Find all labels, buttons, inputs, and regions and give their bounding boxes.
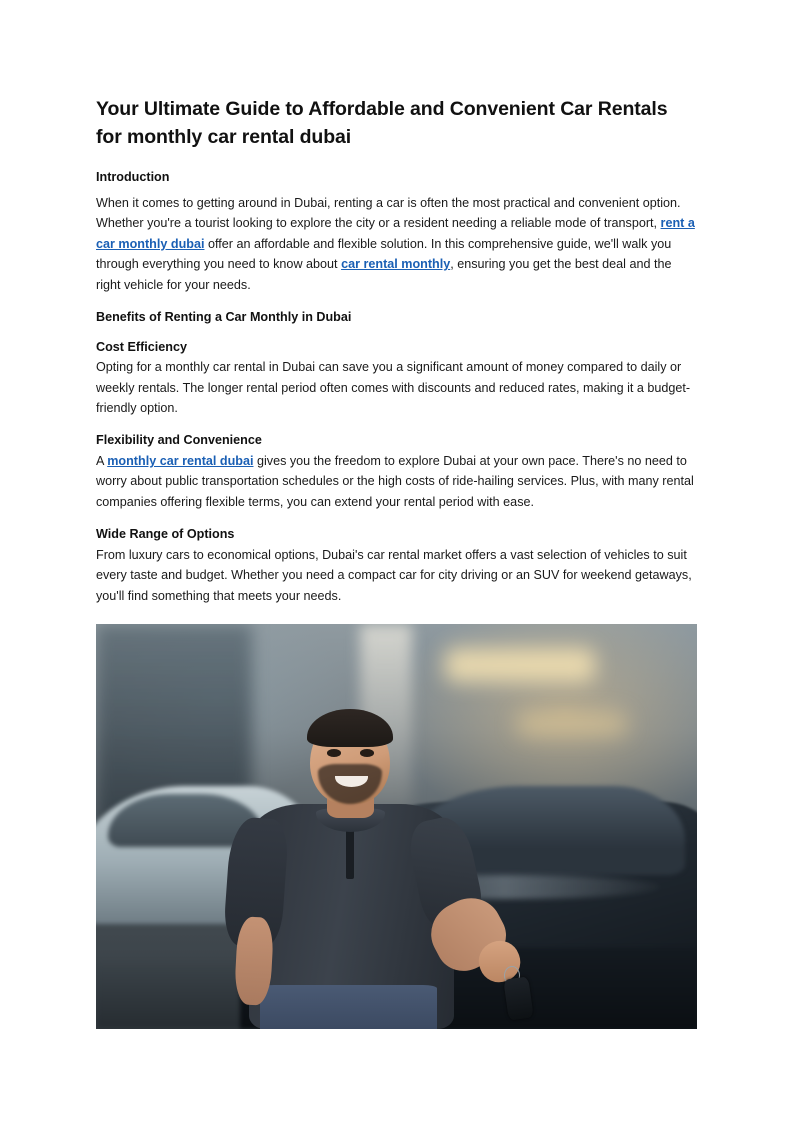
flexibility-text-part-1: A <box>96 454 108 468</box>
link-car-rental-monthly[interactable]: car rental monthly <box>341 257 451 272</box>
photo-background-light-1 <box>445 648 595 682</box>
subheading-flexibility-convenience: Flexibility and Convenience <box>96 433 262 448</box>
photo-person <box>216 689 492 1029</box>
photo-person-right-eye <box>360 749 374 756</box>
page-title: Your Ultimate Guide to Affordable and Convenient Car Rentals for monthly car rental dubai <box>96 98 668 148</box>
paragraph-wide-range-options: From luxury cars to economical options, Dubai's car rental market offers a vast selection of vehicles to suit every taste and budget. Whether you need a compact car for city driving or an SUV for weekend getaways, you'll find something that meets your needs. <box>96 547 692 603</box>
subheading-cost-efficiency: Cost Efficiency <box>96 339 187 354</box>
subheading-wide-range-options: Wide Range of Options <box>96 527 235 542</box>
link-monthly-car-rental-dubai[interactable]: monthly car rental dubai <box>107 454 254 468</box>
photo-illustration <box>96 624 697 1029</box>
paragraph-introduction <box>96 193 698 295</box>
photo-person-shirt-placket <box>346 825 354 879</box>
intro-text-part-3: , ensuring you get the best deal and the right vehicle for your needs. <box>96 257 672 292</box>
photo-person-left-eye <box>327 749 341 756</box>
photo-person-hair <box>307 709 393 746</box>
flexibility-text-part-2: gives you the freedom to explore Dubai at your own pace. There's no need to worry about public transportation schedules or the high costs of ride-hailing services. Plus, with many rental companies offering flexible terms, you can extend your rental period with ease. <box>96 454 694 509</box>
photo-background-light-2 <box>517 713 627 735</box>
photo-person-jeans <box>260 985 437 1029</box>
heading-benefits: Benefits of Renting a Car Monthly in Dubai <box>96 309 352 324</box>
intro-text-part-2: offer an affordable and flexible solution. In this comprehensive guide, we'll walk you through everything you need to know about <box>96 236 672 272</box>
heading-introduction: Introduction <box>96 170 170 185</box>
article-image <box>96 624 697 1029</box>
paragraph-cost-efficiency: Opting for a monthly car rental in Dubai can save you a significant amount of money compared to daily or weekly rentals. The longer rental period often comes with discounts and reduced rates, making it a budget-friendly option. <box>96 360 691 415</box>
link-rent-a-car-monthly-dubai[interactable]: rent a car monthly dubai <box>96 216 695 251</box>
intro-text-part-1: When it comes to getting around in Dubai, renting a car is often the most practical and convenient option. Whether you're a tourist looking to explore the city or a resident needing a reliable mode of transport, <box>96 196 681 231</box>
paragraph-flexibility-convenience <box>96 451 698 512</box>
